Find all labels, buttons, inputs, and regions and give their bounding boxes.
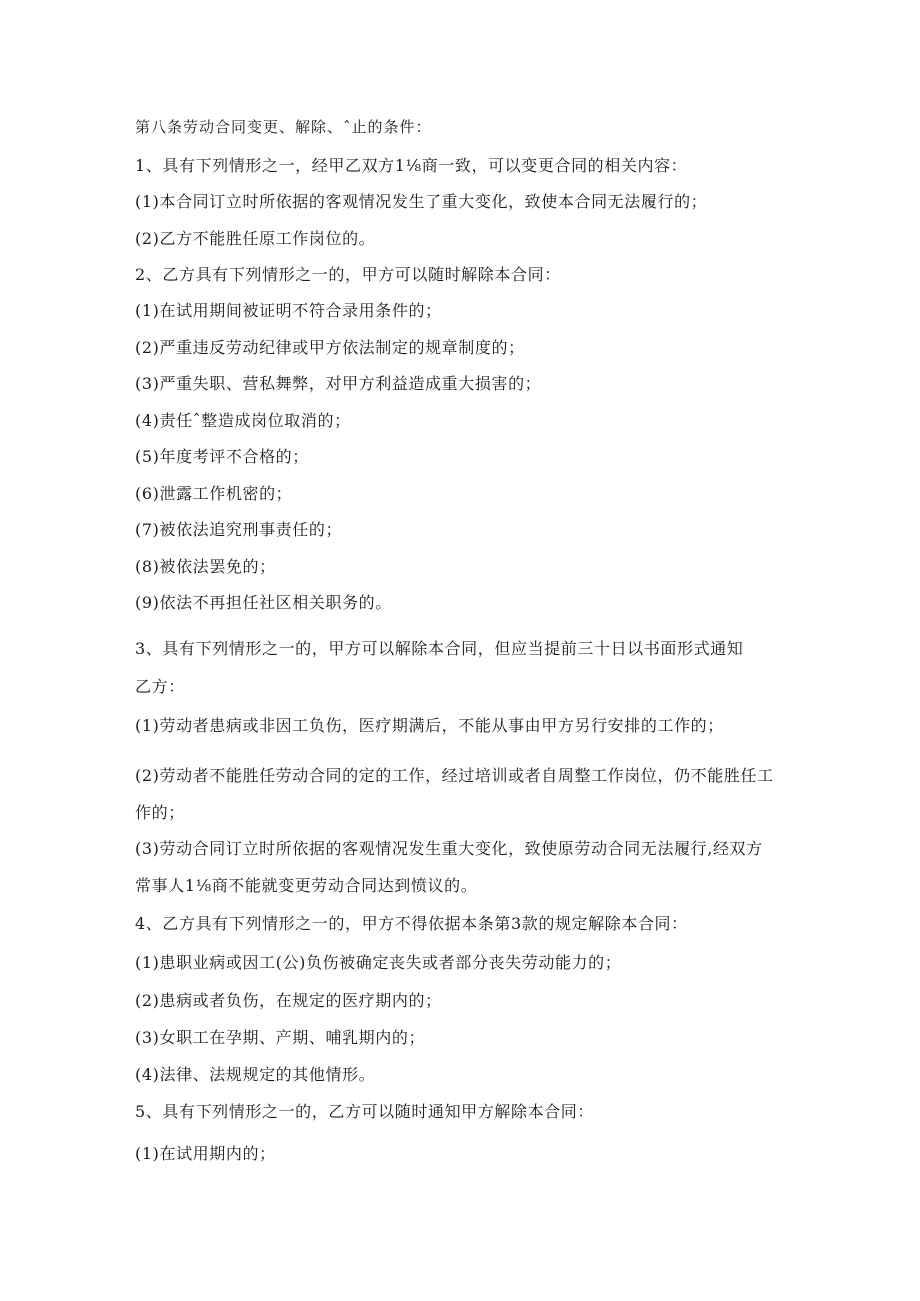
clause-2-item-8: (8)被依法罢免的； (135, 557, 276, 576)
clause-4-intro: 4、乙方具有下列情形之一的，甲方不得依据本条第3款的规定解除本合同： (135, 914, 688, 933)
clause-2-item-9: (9)依法不再担任社区相关职务的。 (135, 593, 392, 612)
article-heading: 第八条劳动合同变更、解除、ˆ止的条件： (135, 118, 432, 136)
clause-2-item-7: (7)被依法追究刑事责任的； (135, 520, 343, 539)
clause-3-item-3: (3)劳动合同订立时所依据的客观情况发生重大变化，致使原劳动合同无法履行,经双方 (135, 839, 763, 858)
clause-5-item-1: (1)在试用期内的； (135, 1144, 276, 1163)
clause-4-item-4: (4)法律、法规规定的其他情形。 (135, 1065, 376, 1084)
clause-2-item-5: (5)年度考评不合格的； (135, 447, 309, 466)
clause-3-intro-continued: 乙方： (135, 677, 185, 696)
clause-1-item-2: (2)乙方不能胜任原工作岗位的。 (135, 229, 376, 248)
clause-3-intro: 3、具有下列情形之一的，甲方可以解除本合同，但应当提前三十日以书面形式通知 (135, 639, 744, 658)
clause-1-item-1: (1)本合同订立时所依据的客观情况发生了重大变化，致使本合同无法履行的； (135, 192, 708, 211)
clause-4-item-3: (3)女职工在孕期、产期、哺乳期内的； (135, 1028, 426, 1047)
clause-3-item-2: (2)劳动者不能胜任劳动合同的定的工作，经过培训或者自周整工作岗位，仍不能胜任工 (135, 766, 774, 785)
clause-3-item-3-continued: 常事人1⅛商不能就变更劳动合同达到愤议的。 (135, 876, 478, 895)
clause-2-item-4: (4)责任ˆ整造成岗位取消的； (135, 411, 351, 430)
clause-2-item-3: (3)严重失职、营私舞弊，对甲方利益造成重大损害的； (135, 374, 542, 393)
clause-4-item-2: (2)患病或者负伤，在规定的医疗期内的； (135, 991, 442, 1010)
clause-2-intro: 2、乙方具有下列情形之一的，甲方可以随时解除本合同： (135, 265, 561, 284)
clause-2-item-6: (6)泄露工作机密的； (135, 484, 293, 503)
clause-1-intro: 1、具有下列情形之一，经甲乙双方1⅛商一致，可以变更合同的相关内容： (135, 156, 688, 175)
clause-2-item-1: (1)在试用期间被证明不符合录用条件的； (135, 301, 442, 320)
clause-3-item-1: (1)劳动者患病或非因工负伤，医疗期满后，不能从事由甲方另行安排的工作的； (135, 716, 724, 735)
clause-3-item-2-continued: 作的； (135, 803, 185, 822)
clause-4-item-1: (1)患职业病或因工(公)负伤被确定丧失或者部分丧失劳动能力的； (135, 953, 622, 972)
clause-5-intro: 5、具有下列情形之一的，乙方可以随时通知甲方解除本合同： (135, 1102, 594, 1121)
clause-2-item-2: (2)严重违反劳动纪律或甲方依法制定的规章制度的； (135, 338, 525, 357)
